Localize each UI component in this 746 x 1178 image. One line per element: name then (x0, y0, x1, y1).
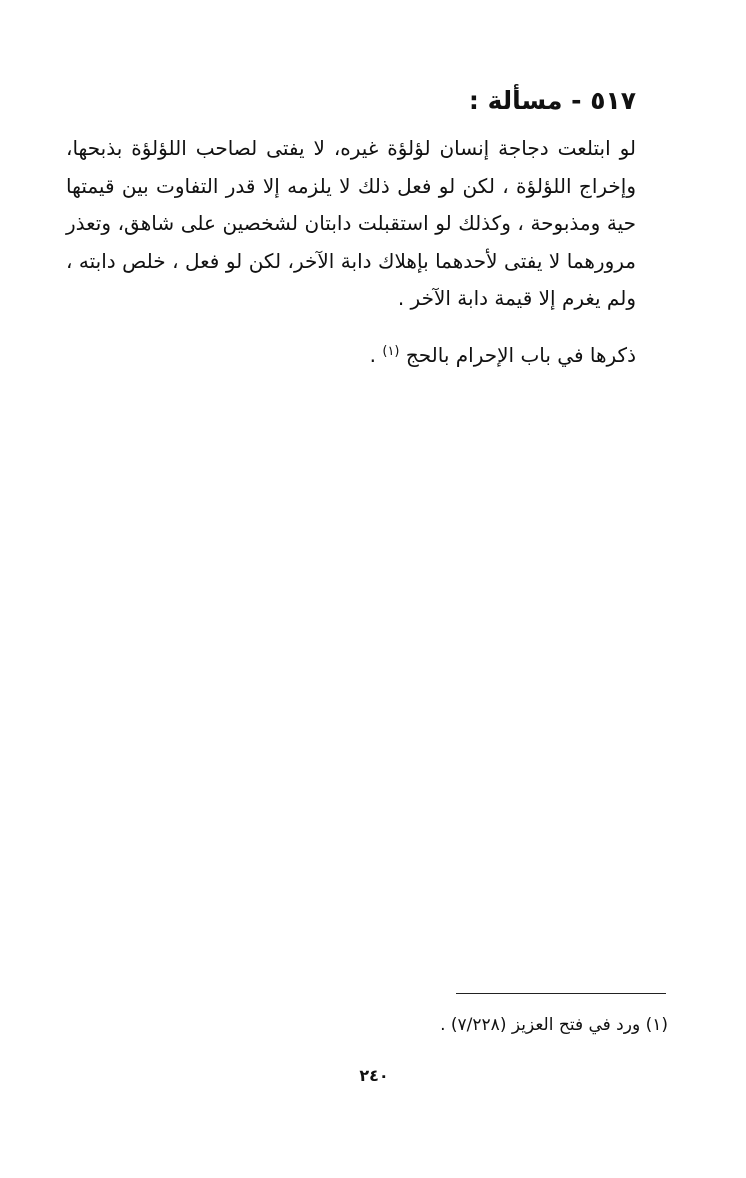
footnote-marker: (١) (382, 344, 400, 359)
issue-heading: ٥١٧ - مسألة : (468, 86, 636, 115)
page-number: ٢٤٠ (359, 1066, 389, 1085)
reference-text: ذكرها في باب الإحرام بالحج (405, 343, 636, 367)
reference-period: . (369, 343, 383, 367)
main-paragraph (66, 130, 636, 318)
reference-line (370, 333, 636, 374)
footnote-separator (456, 993, 666, 994)
footnote-text: (١) ورد في فتح العزيز (٧/٢٢٨) . (440, 1015, 668, 1035)
paragraph-text: لو ابتلعت دجاجة إنسان لؤلؤة غيره، لا يفتى لصاحب اللؤلؤة بذبحها، وإخراج اللؤلؤة ، لكن لو فعل ذلك لا يلزمه إلا قدر التفاوت بين قيمتها حية ومذبوحة ، وكذلك لو استقبلت دابتان لشخصين على شاهق، وتعذر مرورهما لا يفتى لأحدهما بإهلاك دابة الآخر، لكن لو فعل ، خلص دابته ، ولم يغرم إلا قيمة دابة الآخر . (66, 136, 636, 310)
